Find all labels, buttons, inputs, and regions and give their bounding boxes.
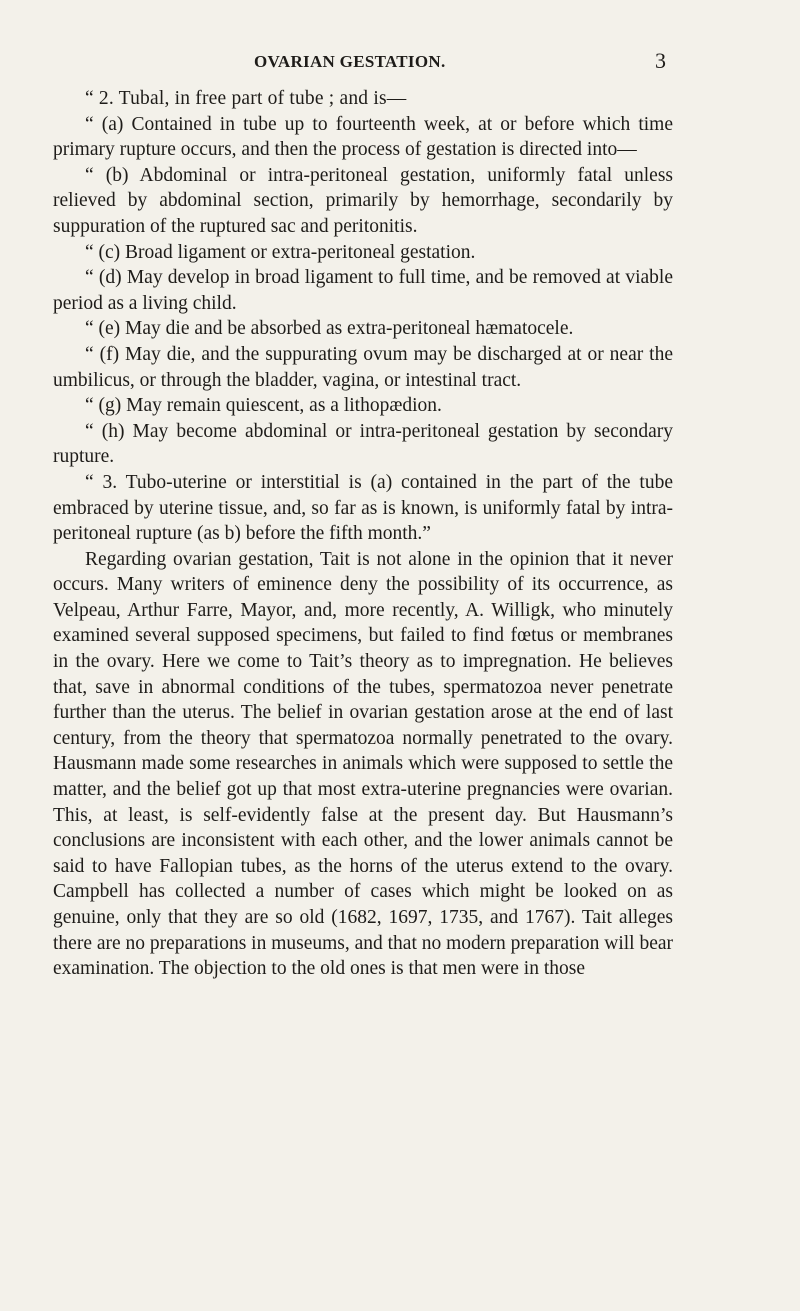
paragraph-g: “ (g) May remain quiescent, as a lithopædion.: [85, 395, 442, 417]
paragraph-tubo-uterine: “ 3. Tubo-uterine or interstitial is (a) contained in the part of the tube embraced by uterine tissue, and, so far as is known, is uniformly fatal by intra-peritoneal rupture (as b) before the fifth month.”: [53, 471, 673, 545]
page-number: 3: [655, 48, 666, 73]
paragraph-d: “ (d) May develop in broad ligament to full time, and be removed at viable period as a living child.: [53, 267, 673, 314]
paragraph-ovarian-gestation: Regarding ovarian gestation, Tait is not alone in the opinion that it never occurs. Many writers of eminence deny the possibility of its occurrence, as Velpeau, Arthur Farre, Mayor, and, more recently, A. Willigk, who minutely examined several supposed specimens, but failed to find fœtus or membranes in the ovary. Here we come to Tait’s theory as to impregnation. He believes that, save in abnormal conditions of the tubes, spermatozoa never penetrate further than the uterus. The belief in ovarian gestation arose at the end of last century, from the theory that spermatozoa normally penetrated to the ovary. Hausmann made some researches in animals which were supposed to settle the matter, and the belief got up that most extra-uterine pregnancies were ovarian. This, at least, is self-evidently false at the present day. But Hausmann’s conclusions are inconsistent with each other, and the lower animals cannot be said to have Fallopian tubes, as the horns of the uterus extend to the ovary. Campbell has collected a number of cases which might be looked on as genuine, only that they are so old (1682, 1697, 1735, and 1767). Tait alleges there are no preparations in museums, and that no modern preparation will bear examination. The objection to the old ones is that men were in those: [53, 548, 674, 980]
paragraph-b: “ (b) Abdominal or intra-peritoneal gestation, uniformly fatal unless relieved by abdominal section, primarily by hemorrhage, secondarily by suppuration of the ruptured sac and peritonitis.: [53, 164, 673, 237]
paragraph-f: “ (f) May die, and the suppurating ovum may be discharged at or near the umbilicus, or through the bladder, vagina, or intestinal tract.: [53, 343, 673, 391]
page-title: OVARIAN GESTATION.: [254, 52, 446, 71]
paragraph-h: “ (h) May become abdominal or intra-peritoneal gestation by secondary rupture.: [53, 420, 673, 468]
body-text: [53, 86, 673, 982]
paragraph-tubal: “ 2. Tubal, in free part of tube ; and is—: [85, 88, 407, 109]
paragraph-c: “ (c) Broad ligament or extra-peritoneal gestation.: [85, 241, 476, 263]
paragraph-e: “ (e) May die and be absorbed as extra-peritoneal hæmatocele.: [85, 318, 574, 340]
running-head: [0, 48, 800, 76]
paragraph-a: “ (a) Contained in tube up to fourteenth week, at or before which time primary rupture occurs, and then the process of gestation is directed into—: [53, 113, 673, 161]
